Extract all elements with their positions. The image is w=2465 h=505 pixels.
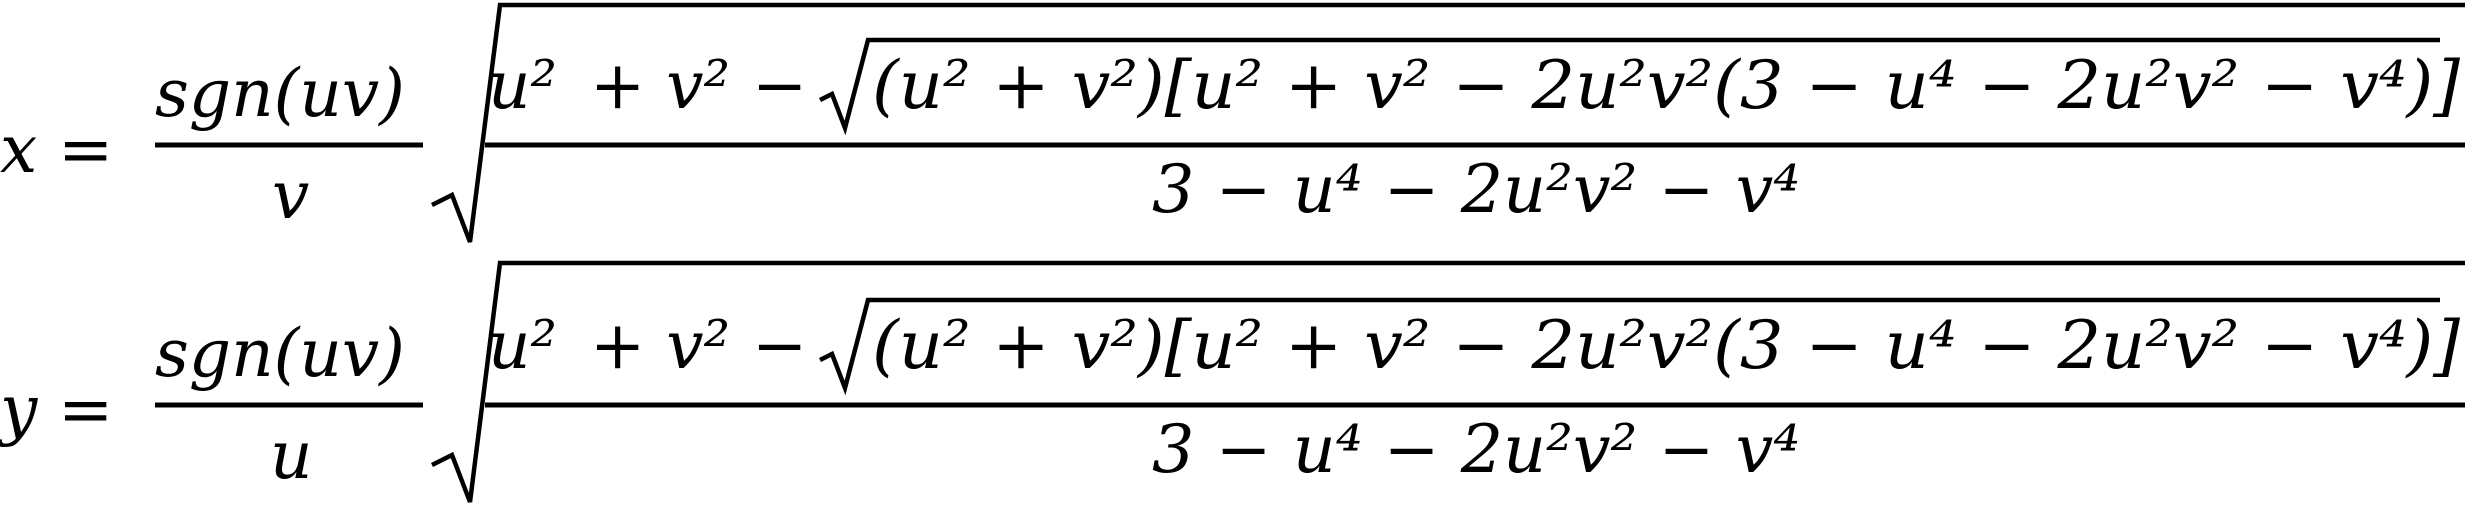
equals-sign: = <box>58 371 114 448</box>
coef-numerator: sgn(uv) <box>155 55 405 132</box>
inner-numerator-plus-v2: + v² <box>590 307 731 384</box>
inner-numerator-minus: − <box>752 47 808 124</box>
coef-numerator: sgn(uv) <box>155 315 405 392</box>
coef-denominator: u <box>270 417 313 494</box>
equation-x <box>0 5 2465 242</box>
inner-denominator: 3 − u⁴ − 2u²v² − v⁴ <box>1152 151 1800 228</box>
inner-numerator-u2: u² <box>488 47 557 124</box>
coef-denominator: v <box>272 157 310 234</box>
equals-sign: = <box>58 111 114 188</box>
nested-radicand: (u² + v²)[u² + v² − 2u²v²(3 − u⁴ − 2u²v² − v⁴)] <box>872 307 2461 384</box>
equation-y <box>0 263 2465 502</box>
lhs-variable: x <box>0 111 38 188</box>
lhs-variable: y <box>0 371 38 448</box>
inner-numerator-u2: u² <box>488 307 557 384</box>
inner-numerator-minus: − <box>752 307 808 384</box>
inner-numerator-plus-v2: + v² <box>590 47 731 124</box>
nested-radicand: (u² + v²)[u² + v² − 2u²v²(3 − u⁴ − 2u²v² − v⁴)] <box>872 47 2461 124</box>
inner-denominator: 3 − u⁴ − 2u²v² − v⁴ <box>1152 411 1800 488</box>
